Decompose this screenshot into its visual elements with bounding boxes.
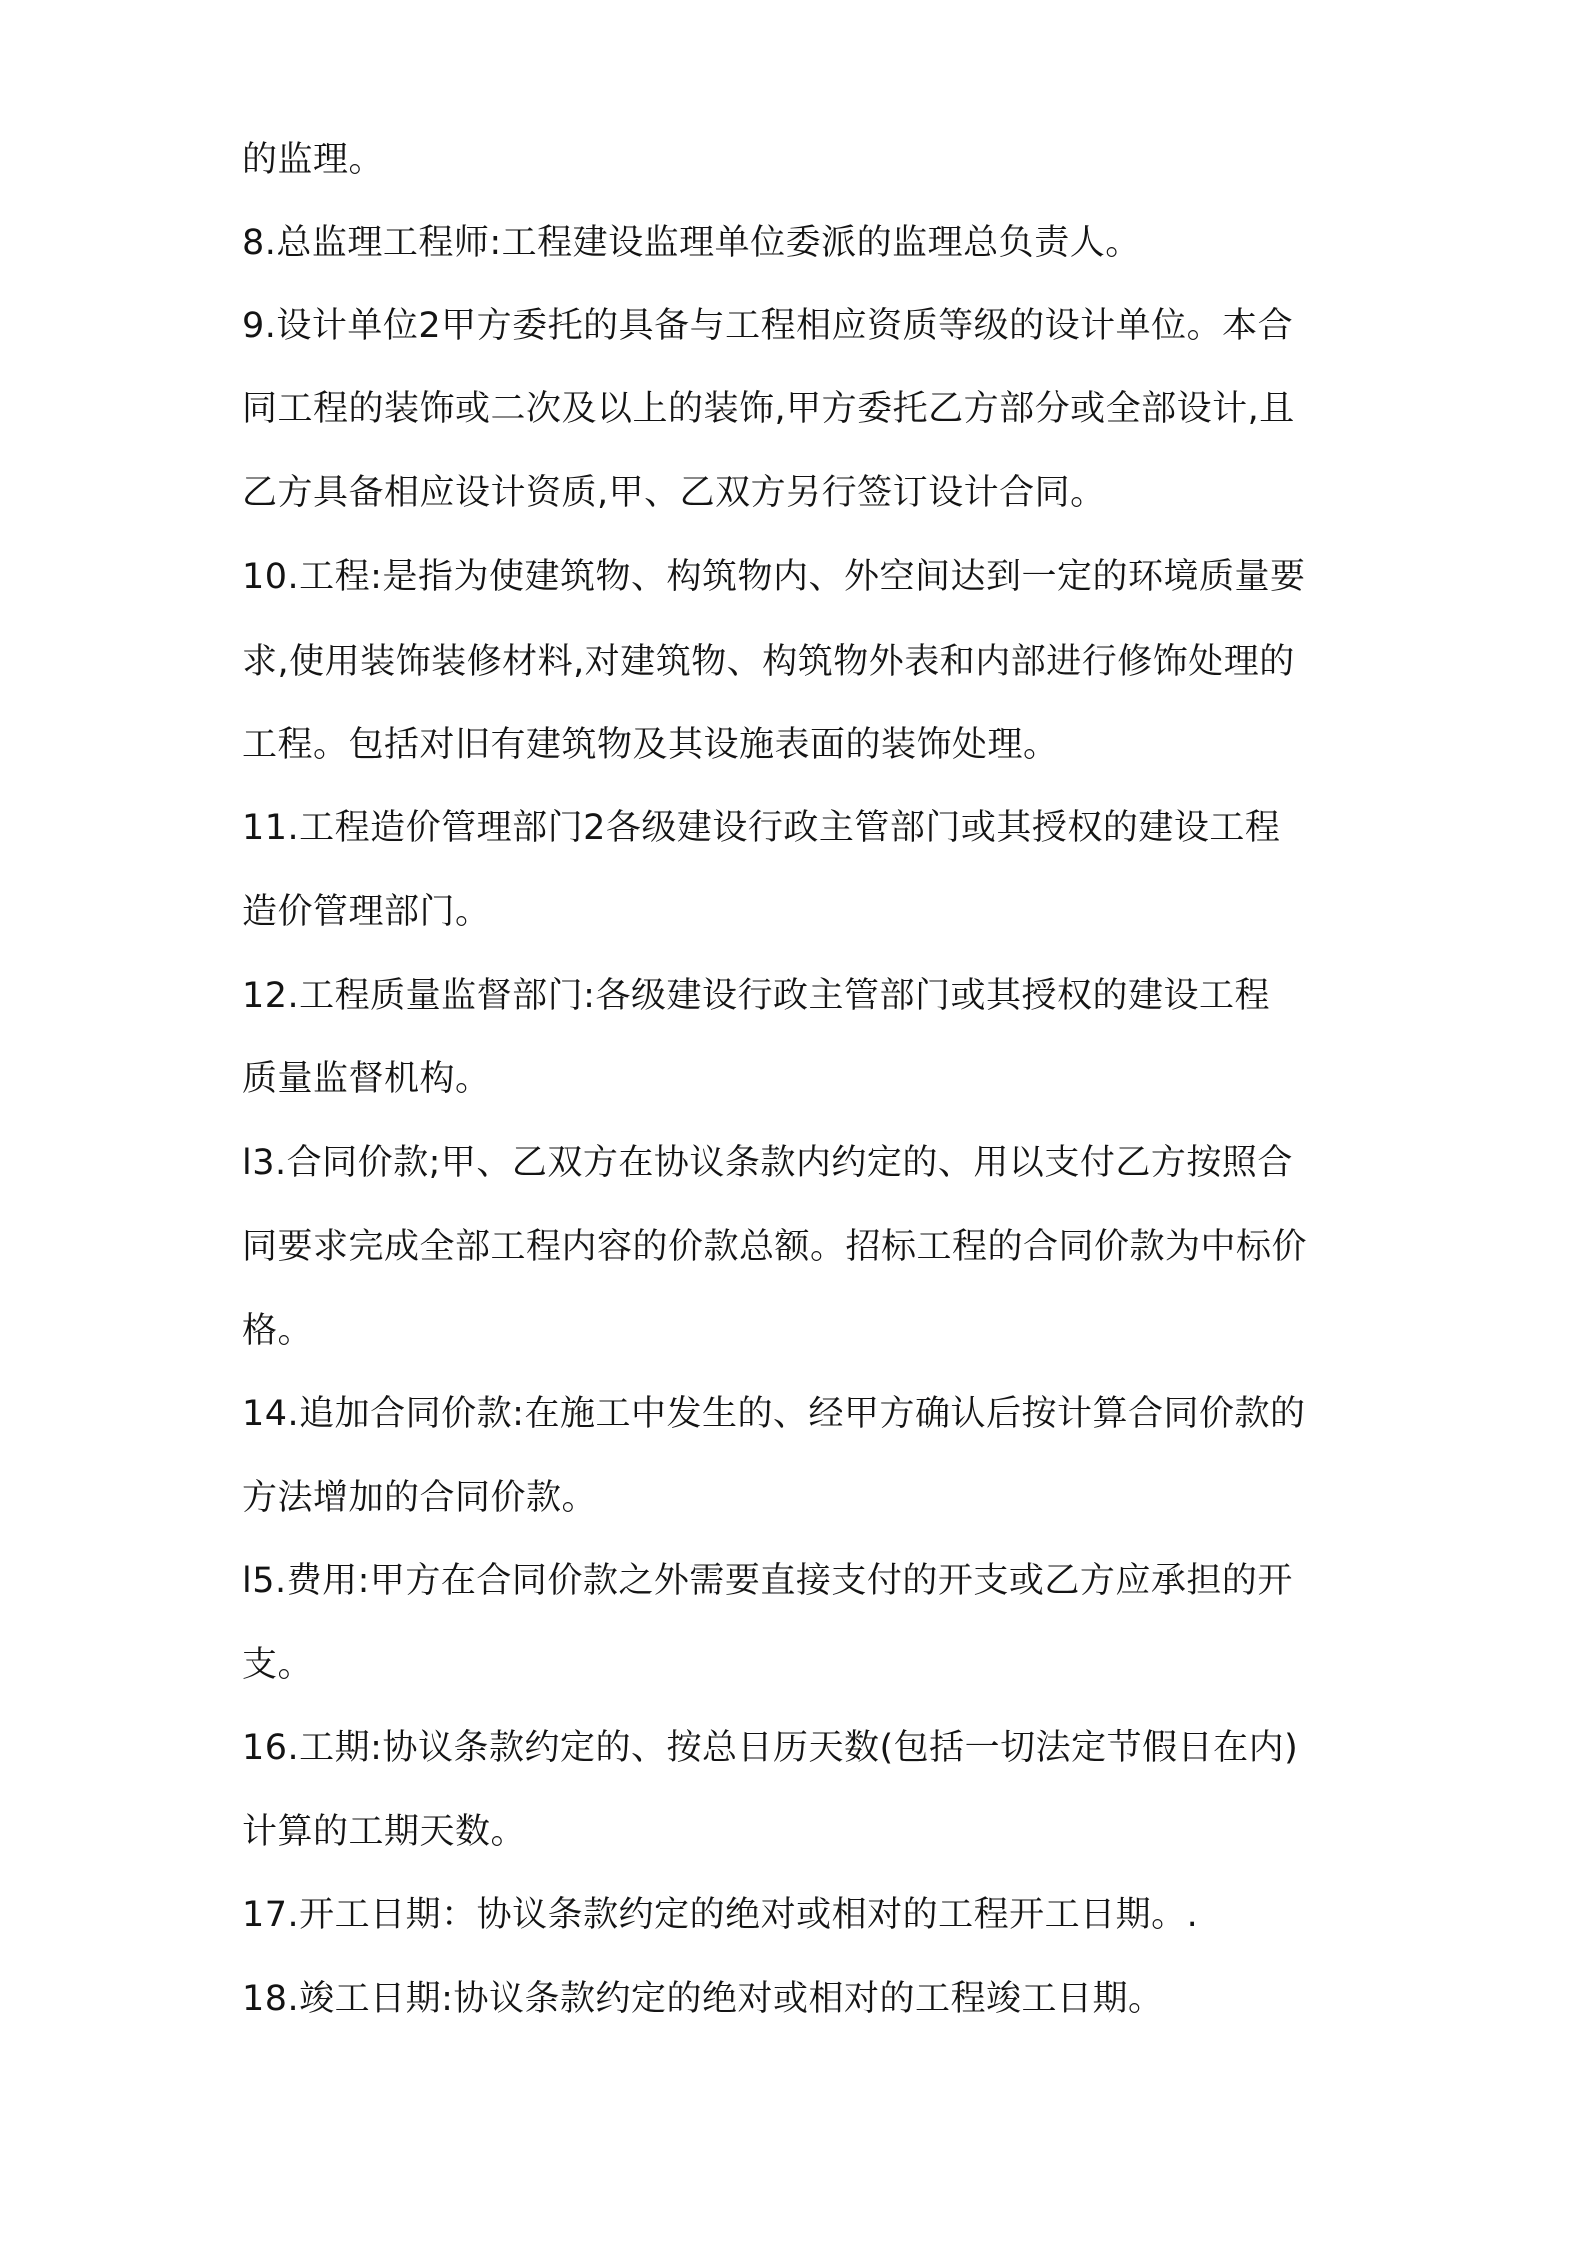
text-line-14: 同要求完成全部工程内容的价款总额。招标工程的合同价款为中标价 [242, 1227, 1308, 1267]
text-line-15: 格。 [242, 1311, 314, 1351]
text-line-12: 质量监督机构。 [242, 1059, 491, 1099]
text-line-16: 14.追加合同价款:在施工中发生的、经甲方确认后按计算合同价款的 [242, 1394, 1306, 1434]
text-line-8: 工程。包括对旧有建筑物及其设施表面的装饰处理。 [242, 725, 1059, 765]
text-line-5: 乙方具备相应设计资质,甲、乙双方另行签订设计合同。 [242, 473, 1106, 513]
text-line-4: 同工程的装饰或二次及以上的装饰,甲方委托乙方部分或全部设计,且 [242, 389, 1295, 429]
text-line-7: 求,使用装饰装修材料,对建筑物、构筑物外表和内部进行修饰处理的 [242, 642, 1295, 682]
text-line-18: l5.费用:甲方在合同价款之外需要直接支付的开支或乙方应承担的开 [242, 1561, 1293, 1601]
text-line-6: 10.工程:是指为使建筑物、构筑物内、外空间达到一定的环境质量要 [242, 557, 1306, 597]
text-line-19: 支。 [242, 1645, 314, 1685]
text-line-17: 方法增加的合同价款。 [242, 1478, 598, 1518]
text-line-22: 17.开工日期：协议条款约定的绝对或相对的工程开工日期。. [242, 1895, 1199, 1935]
text-line-1: 的监理。 [242, 140, 385, 180]
text-line-3: 9.设计单位2甲方委托的具备与工程相应资质等级的设计单位。本合 [242, 306, 1294, 346]
text-line-9: 11.工程造价管理部门2各级建设行政主管部门或其授权的建设工程 [242, 808, 1281, 848]
text-line-10: 造价管理部门。 [242, 892, 491, 932]
text-line-20: 16.工期:协议条款约定的、按总日历天数(包括一切法定节假日在内) [242, 1728, 1299, 1768]
text-line-2: 8.总监理工程师:工程建设监理单位委派的监理总负责人。 [242, 223, 1141, 263]
text-line-11: 12.工程质量监督部门:各级建设行政主管部门或其授权的建设工程 [242, 976, 1270, 1016]
text-line-23: 18.竣工日期:协议条款约定的绝对或相对的工程竣工日期。 [242, 1979, 1164, 2019]
text-line-21: 计算的工期天数。 [242, 1812, 527, 1852]
text-line-13: l3.合同价款;甲、乙双方在协议条款内约定的、用以支付乙方按照合 [242, 1143, 1293, 1183]
